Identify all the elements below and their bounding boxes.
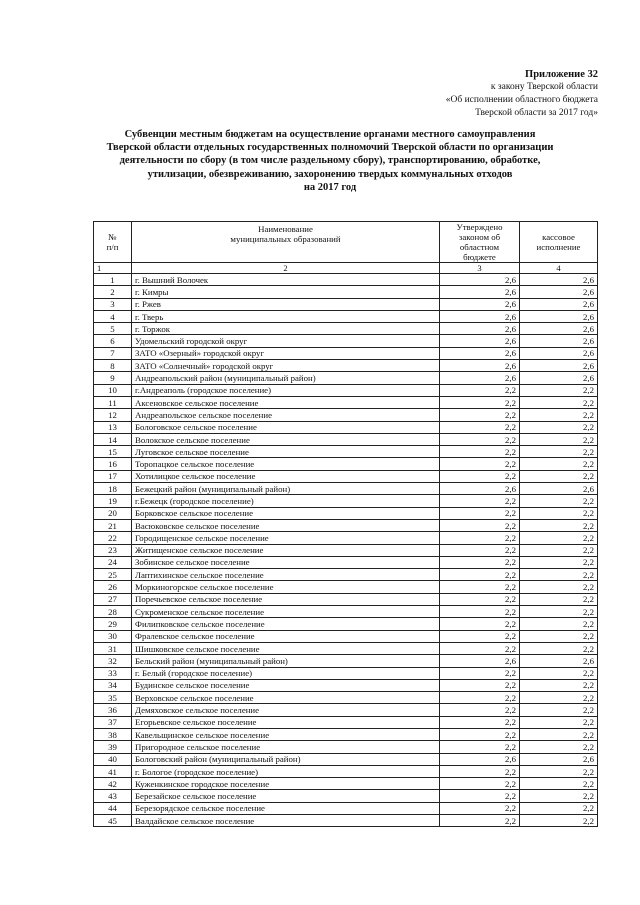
approved-value: 2,2 (440, 507, 520, 519)
executed-value: 2,2 (520, 716, 598, 728)
executed-value: 2,2 (520, 458, 598, 470)
approved-value: 2,2 (440, 642, 520, 654)
table-row (94, 274, 598, 286)
row-number: 12 (94, 409, 132, 421)
row-number: 36 (94, 704, 132, 716)
table-row (94, 569, 598, 581)
executed-value: 2,2 (520, 728, 598, 740)
municipality-name: Фралевское сельское поселение (132, 630, 440, 642)
appendix-title: Приложение 32 (525, 69, 598, 80)
table-row (94, 507, 598, 519)
title-line-1: Субвенции местным бюджетам на осуществление органами местного самоуправления (124, 129, 536, 140)
executed-value: 2,2 (520, 606, 598, 618)
row-number: 27 (94, 593, 132, 605)
appendix-line-2: «Об исполнении областного бюджета (445, 95, 598, 105)
approved-value: 2,2 (440, 532, 520, 544)
municipality-name: Филипковское сельское поселение (132, 618, 440, 630)
approved-value: 2,2 (440, 667, 520, 679)
approved-value: 2,2 (440, 741, 520, 753)
municipality-name: Зобинское сельское поселение (132, 556, 440, 568)
executed-value: 2,2 (520, 593, 598, 605)
table-row (94, 323, 598, 335)
row-number: 18 (94, 483, 132, 495)
table-row (94, 372, 598, 384)
row-number: 22 (94, 532, 132, 544)
row-number: 26 (94, 581, 132, 593)
table-row (94, 815, 598, 827)
table-row (94, 728, 598, 740)
row-number: 19 (94, 495, 132, 507)
approved-value: 2,2 (440, 458, 520, 470)
table-row (94, 790, 598, 802)
table-row (94, 704, 598, 716)
executed-value: 2,6 (520, 655, 598, 667)
table-row (94, 483, 598, 495)
title-line-3: деятельности по сбору (в том числе раздельному сбору), транспортированию, обработке, (119, 155, 541, 167)
approved-value: 2,6 (440, 655, 520, 667)
appendix-block (358, 68, 598, 120)
municipality-name: г. Белый (городское поселение) (132, 667, 440, 679)
row-number: 7 (94, 347, 132, 359)
approved-value: 2,2 (440, 802, 520, 814)
approved-value: 2,2 (440, 790, 520, 802)
col-number-4: 4 (520, 263, 598, 274)
municipality-name: Хотилицкое сельское поселение (132, 470, 440, 482)
municipality-name: Валдайское сельское поселение (132, 815, 440, 827)
approved-value: 2,2 (440, 470, 520, 482)
row-number: 40 (94, 753, 132, 765)
table-row (94, 446, 598, 458)
executed-value: 2,6 (520, 335, 598, 347)
municipality-name: г. Ржев (132, 298, 440, 310)
row-number: 25 (94, 569, 132, 581)
table-row (94, 298, 598, 310)
table-row (94, 581, 598, 593)
row-number: 14 (94, 433, 132, 445)
approved-value: 2,2 (440, 544, 520, 556)
approved-value: 2,2 (440, 716, 520, 728)
approved-value: 2,6 (440, 483, 520, 495)
row-number: 13 (94, 421, 132, 433)
row-number: 3 (94, 298, 132, 310)
table-row (94, 606, 598, 618)
executed-value: 2,2 (520, 396, 598, 408)
table-row (94, 667, 598, 679)
executed-value: 2,6 (520, 286, 598, 298)
approved-value: 2,2 (440, 421, 520, 433)
executed-value: 2,6 (520, 372, 598, 384)
approved-value: 2,2 (440, 765, 520, 777)
table-row (94, 679, 598, 691)
title-line-4: утилизации, обезвреживанию, захоронению твердых коммунальных отходов (147, 168, 513, 180)
municipality-name: Бежецкий район (муниципальный район) (132, 483, 440, 495)
approved-value: 2,6 (440, 360, 520, 372)
document-title (60, 128, 600, 194)
approved-value: 2,2 (440, 778, 520, 790)
row-number: 31 (94, 642, 132, 654)
municipality-name: Городищенское сельское поселение (132, 532, 440, 544)
executed-value: 2,2 (520, 544, 598, 556)
executed-value: 2,6 (520, 310, 598, 322)
row-number: 1 (94, 274, 132, 286)
approved-value: 2,2 (440, 630, 520, 642)
row-number: 30 (94, 630, 132, 642)
approved-value: 2,2 (440, 495, 520, 507)
executed-value: 2,2 (520, 704, 598, 716)
row-number: 9 (94, 372, 132, 384)
row-number: 43 (94, 790, 132, 802)
municipality-name: Житищенское сельское поселение (132, 544, 440, 556)
table-row (94, 310, 598, 322)
table-row (94, 532, 598, 544)
title-line-2: Тверской области отдельных государственных полномочий Тверской области по организации (106, 142, 554, 154)
row-number: 23 (94, 544, 132, 556)
executed-value: 2,2 (520, 778, 598, 790)
municipality-name: Пригородное сельское поселение (132, 741, 440, 753)
municipality-name: Луговское сельское поселение (132, 446, 440, 458)
executed-value: 2,2 (520, 507, 598, 519)
municipality-name: Удомельский городской округ (132, 335, 440, 347)
municipality-name: г. Тверь (132, 310, 440, 322)
row-number: 32 (94, 655, 132, 667)
approved-value: 2,2 (440, 606, 520, 618)
executed-value: 2,2 (520, 409, 598, 421)
municipality-name: Андреапольский район (муниципальный район) (132, 372, 440, 384)
municipality-name: г.Андреаполь (городское поселение) (132, 384, 440, 396)
table-row (94, 495, 598, 507)
table-row (94, 655, 598, 667)
row-number: 39 (94, 741, 132, 753)
table-row (94, 433, 598, 445)
table-row (94, 618, 598, 630)
executed-value: 2,2 (520, 532, 598, 544)
row-number: 45 (94, 815, 132, 827)
approved-value: 2,2 (440, 519, 520, 531)
approved-value: 2,2 (440, 679, 520, 691)
municipality-name: Моркиногорское сельское поселение (132, 581, 440, 593)
executed-value: 2,2 (520, 384, 598, 396)
table-row (94, 593, 598, 605)
col-number-2: 2 (132, 263, 440, 274)
table-row (94, 765, 598, 777)
row-number: 11 (94, 396, 132, 408)
approved-value: 2,2 (440, 409, 520, 421)
municipality-name: ЗАТО «Солнечный» городской округ (132, 360, 440, 372)
municipality-name: г.Бежецк (городское поселение) (132, 495, 440, 507)
executed-value: 2,2 (520, 433, 598, 445)
column-number-row (94, 263, 598, 274)
col-number-3: 3 (440, 263, 520, 274)
table-row (94, 360, 598, 372)
executed-value: 2,2 (520, 630, 598, 642)
executed-value: 2,6 (520, 483, 598, 495)
municipality-name: Березайское сельское поселение (132, 790, 440, 802)
municipality-name: Бологовский район (муниципальный район) (132, 753, 440, 765)
municipality-name: г. Торжок (132, 323, 440, 335)
executed-value: 2,2 (520, 569, 598, 581)
executed-value: 2,6 (520, 274, 598, 286)
table-row (94, 802, 598, 814)
approved-value: 2,6 (440, 298, 520, 310)
approved-value: 2,2 (440, 581, 520, 593)
appendix-line-3: Тверской области за 2017 год» (475, 108, 598, 118)
table-row (94, 778, 598, 790)
row-number: 10 (94, 384, 132, 396)
row-number: 42 (94, 778, 132, 790)
executed-value: 2,2 (520, 741, 598, 753)
table-row (94, 716, 598, 728)
header-num: № п/п (94, 222, 132, 263)
municipality-name: Лаптихинское сельское поселение (132, 569, 440, 581)
municipality-name: г. Кимры (132, 286, 440, 298)
executed-value: 2,6 (520, 347, 598, 359)
executed-value: 2,6 (520, 298, 598, 310)
municipality-name: ЗАТО «Озерный» городской округ (132, 347, 440, 359)
municipality-name: Демяховское сельское поселение (132, 704, 440, 716)
municipality-name: Верховское сельское поселение (132, 692, 440, 704)
executed-value: 2,2 (520, 556, 598, 568)
municipality-name: Березорядское сельское поселение (132, 802, 440, 814)
table-row (94, 642, 598, 654)
table-row (94, 347, 598, 359)
approved-value: 2,6 (440, 274, 520, 286)
row-number: 35 (94, 692, 132, 704)
table-row (94, 335, 598, 347)
municipality-name: Борковское сельское поселение (132, 507, 440, 519)
municipality-name: г. Вышний Волочек (132, 274, 440, 286)
table-row (94, 470, 598, 482)
executed-value: 2,2 (520, 421, 598, 433)
approved-value: 2,2 (440, 556, 520, 568)
executed-value: 2,6 (520, 323, 598, 335)
municipality-name: Бельский район (муниципальный район) (132, 655, 440, 667)
row-number: 44 (94, 802, 132, 814)
approved-value: 2,2 (440, 728, 520, 740)
table-row (94, 384, 598, 396)
table-row (94, 519, 598, 531)
approved-value: 2,6 (440, 286, 520, 298)
municipality-name: Сукроменское сельское поселение (132, 606, 440, 618)
executed-value: 2,2 (520, 679, 598, 691)
row-number: 29 (94, 618, 132, 630)
table-row (94, 630, 598, 642)
approved-value: 2,6 (440, 372, 520, 384)
row-number: 28 (94, 606, 132, 618)
approved-value: 2,2 (440, 815, 520, 827)
municipality-name: Андреапольское сельское поселение (132, 409, 440, 421)
table-row (94, 396, 598, 408)
municipality-name: Поречьевское сельское поселение (132, 593, 440, 605)
approved-value: 2,2 (440, 396, 520, 408)
table-row (94, 286, 598, 298)
executed-value: 2,2 (520, 519, 598, 531)
row-number: 2 (94, 286, 132, 298)
row-number: 38 (94, 728, 132, 740)
executed-value: 2,2 (520, 581, 598, 593)
table-header-row (94, 222, 598, 263)
row-number: 6 (94, 335, 132, 347)
executed-value: 2,6 (520, 753, 598, 765)
municipality-name: Волокское сельское поселение (132, 433, 440, 445)
table-row (94, 556, 598, 568)
row-number: 21 (94, 519, 132, 531)
municipality-name: Егорьевское сельское поселение (132, 716, 440, 728)
table-body (94, 274, 598, 827)
approved-value: 2,6 (440, 310, 520, 322)
municipality-name: Куженкинское городское поселение (132, 778, 440, 790)
executed-value: 2,2 (520, 495, 598, 507)
executed-value: 2,2 (520, 765, 598, 777)
municipality-name: Аксеновское сельское поселение (132, 396, 440, 408)
approved-value: 2,6 (440, 347, 520, 359)
municipality-name: Бологовское сельское поселение (132, 421, 440, 433)
row-number: 8 (94, 360, 132, 372)
approved-value: 2,2 (440, 446, 520, 458)
approved-value: 2,2 (440, 593, 520, 605)
approved-value: 2,2 (440, 384, 520, 396)
approved-value: 2,6 (440, 335, 520, 347)
row-number: 4 (94, 310, 132, 322)
row-number: 20 (94, 507, 132, 519)
executed-value: 2,2 (520, 470, 598, 482)
approved-value: 2,2 (440, 692, 520, 704)
table-row (94, 753, 598, 765)
municipality-name: Шишковское сельское поселение (132, 642, 440, 654)
row-number: 16 (94, 458, 132, 470)
table-row (94, 692, 598, 704)
approved-value: 2,2 (440, 569, 520, 581)
row-number: 17 (94, 470, 132, 482)
header-approved: Утверждено законом об областном бюджете (440, 222, 520, 263)
row-number: 37 (94, 716, 132, 728)
approved-value: 2,6 (440, 753, 520, 765)
executed-value: 2,2 (520, 790, 598, 802)
municipality-name: Васюковское сельское поселение (132, 519, 440, 531)
row-number: 15 (94, 446, 132, 458)
approved-value: 2,2 (440, 618, 520, 630)
table-row (94, 409, 598, 421)
municipality-name: Кавельщинское сельское поселение (132, 728, 440, 740)
executed-value: 2,6 (520, 360, 598, 372)
table-row (94, 421, 598, 433)
table-row (94, 544, 598, 556)
municipality-name: Торопацкое сельское поселение (132, 458, 440, 470)
subventions-table (93, 221, 598, 827)
header-name: Наименование муниципальных образований (132, 222, 440, 263)
executed-value: 2,2 (520, 667, 598, 679)
executed-value: 2,2 (520, 692, 598, 704)
municipality-name: Будинское сельское поселение (132, 679, 440, 691)
row-number: 41 (94, 765, 132, 777)
executed-value: 2,2 (520, 446, 598, 458)
table-row (94, 458, 598, 470)
appendix-line-1: к закону Тверской области (490, 82, 598, 92)
approved-value: 2,2 (440, 433, 520, 445)
title-line-5: на 2017 год (303, 181, 357, 193)
executed-value: 2,2 (520, 802, 598, 814)
table-row (94, 741, 598, 753)
header-executed: кассовое исполнение (520, 222, 598, 263)
municipality-name: г. Бологое (городское поселение) (132, 765, 440, 777)
row-number: 24 (94, 556, 132, 568)
row-number: 34 (94, 679, 132, 691)
executed-value: 2,2 (520, 618, 598, 630)
executed-value: 2,2 (520, 642, 598, 654)
executed-value: 2,2 (520, 815, 598, 827)
row-number: 33 (94, 667, 132, 679)
approved-value: 2,6 (440, 323, 520, 335)
row-number: 5 (94, 323, 132, 335)
col-number-1: 1 (94, 263, 132, 274)
approved-value: 2,2 (440, 704, 520, 716)
